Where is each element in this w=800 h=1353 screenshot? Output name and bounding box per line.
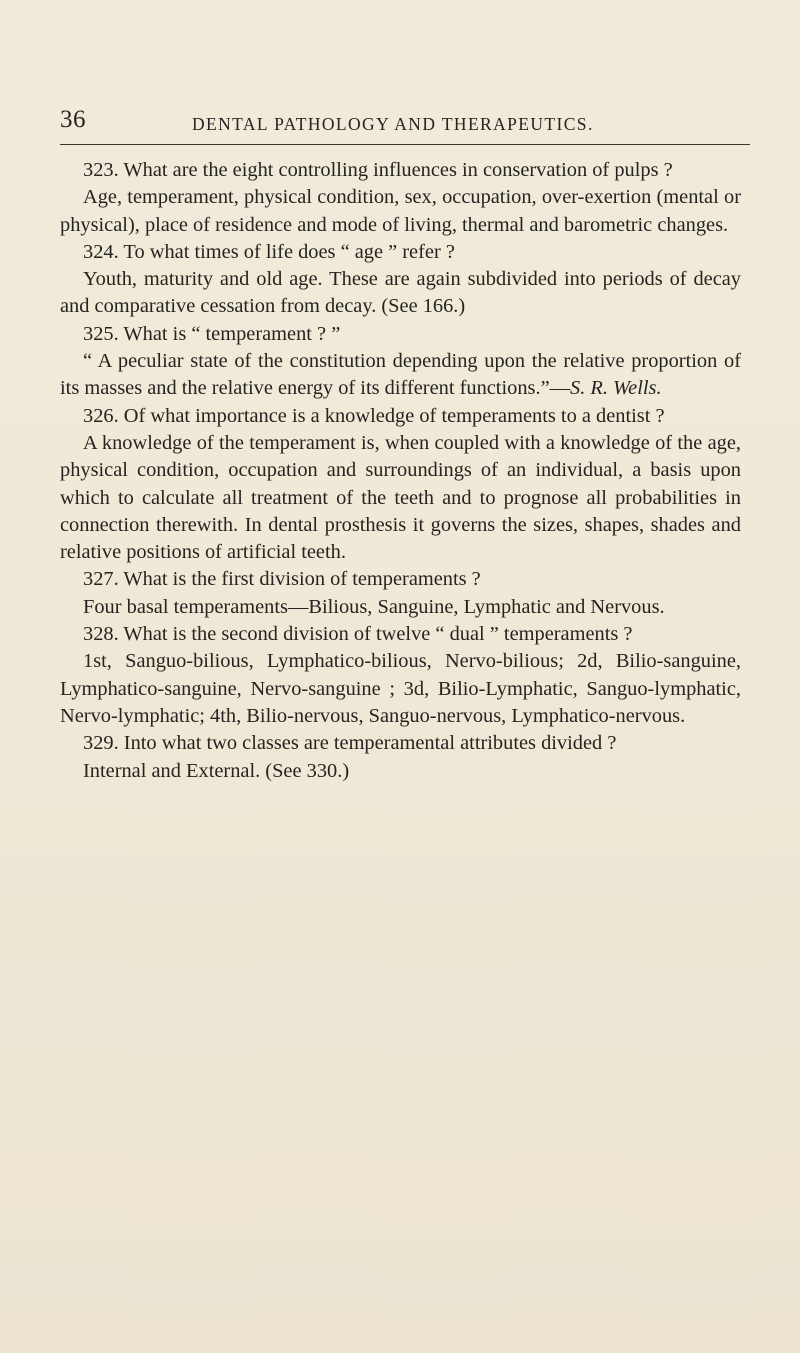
question-328: 328. What is the second division of twelve “ dual ” temperaments ? (83, 623, 633, 646)
question-324: 324. To what times of life does “ age ” refer ? (83, 240, 455, 263)
answer-327: Four basal temperaments—Bilious, Sanguine, Lymphatic and Nervous. (83, 595, 665, 618)
running-title: DENTAL PATHOLOGY AND THERAPEUTICS. (192, 114, 594, 134)
question-329: 329. Into what two classes are temperamental attributes divided ? (83, 732, 617, 755)
question-325: 325. What is “ temperament ? ” (83, 322, 341, 345)
page-header (60, 104, 750, 145)
question-326: 326. Of what importance is a knowledge of temperaments to a dentist ? (83, 404, 665, 427)
page-body (60, 157, 741, 785)
answer-323: Age, temperament, physical condition, sex, occupation, over-exertion (mental or physical), place of residence and mode of living, thermal and barometric changes. (60, 186, 741, 236)
answer-328: 1st, Sanguo-bilious, Lymphatico-bilious, Nervo-bilious; 2d, Bilio-sanguine, Lymphatico-sanguine, Nervo-sanguine ; 3d, Bilio-Lymphatic, Sanguo-lymphatic, Nervo-lymphatic; 4th, Bilio-nervous, Sanguo-nervous, Lymphatico-nervous. (60, 650, 741, 727)
answer-325-quote: “ A peculiar state of the constitution depending upon the relative proportion of its masses and the relative energy of its different functions.”— (60, 350, 741, 400)
question-323: 323. What are the eight controlling influences in conservation of pulps ? (83, 159, 673, 181)
question-327: 327. What is the first division of temperaments ? (83, 568, 481, 591)
answer-325 (60, 348, 741, 403)
page-number: 36 (60, 106, 86, 133)
answer-326: A knowledge of the temperament is, when coupled with a knowledge of the age, physical condition, occupation and surroundings of an individual, a basis upon which to calculate all treatment of the teeth and to prognose all probabilities in connection therewith. In dental prosthesis it governs the sizes, shapes, shades and relative positions of artificial teeth. (60, 431, 741, 564)
answer-324: Youth, maturity and old age. These are again subdivided into periods of decay and comparative cessation from decay. (See 166.) (60, 268, 741, 318)
answer-325-attribution: S. R. Wells. (570, 377, 662, 400)
answer-329: Internal and External. (See 330.) (83, 759, 350, 782)
